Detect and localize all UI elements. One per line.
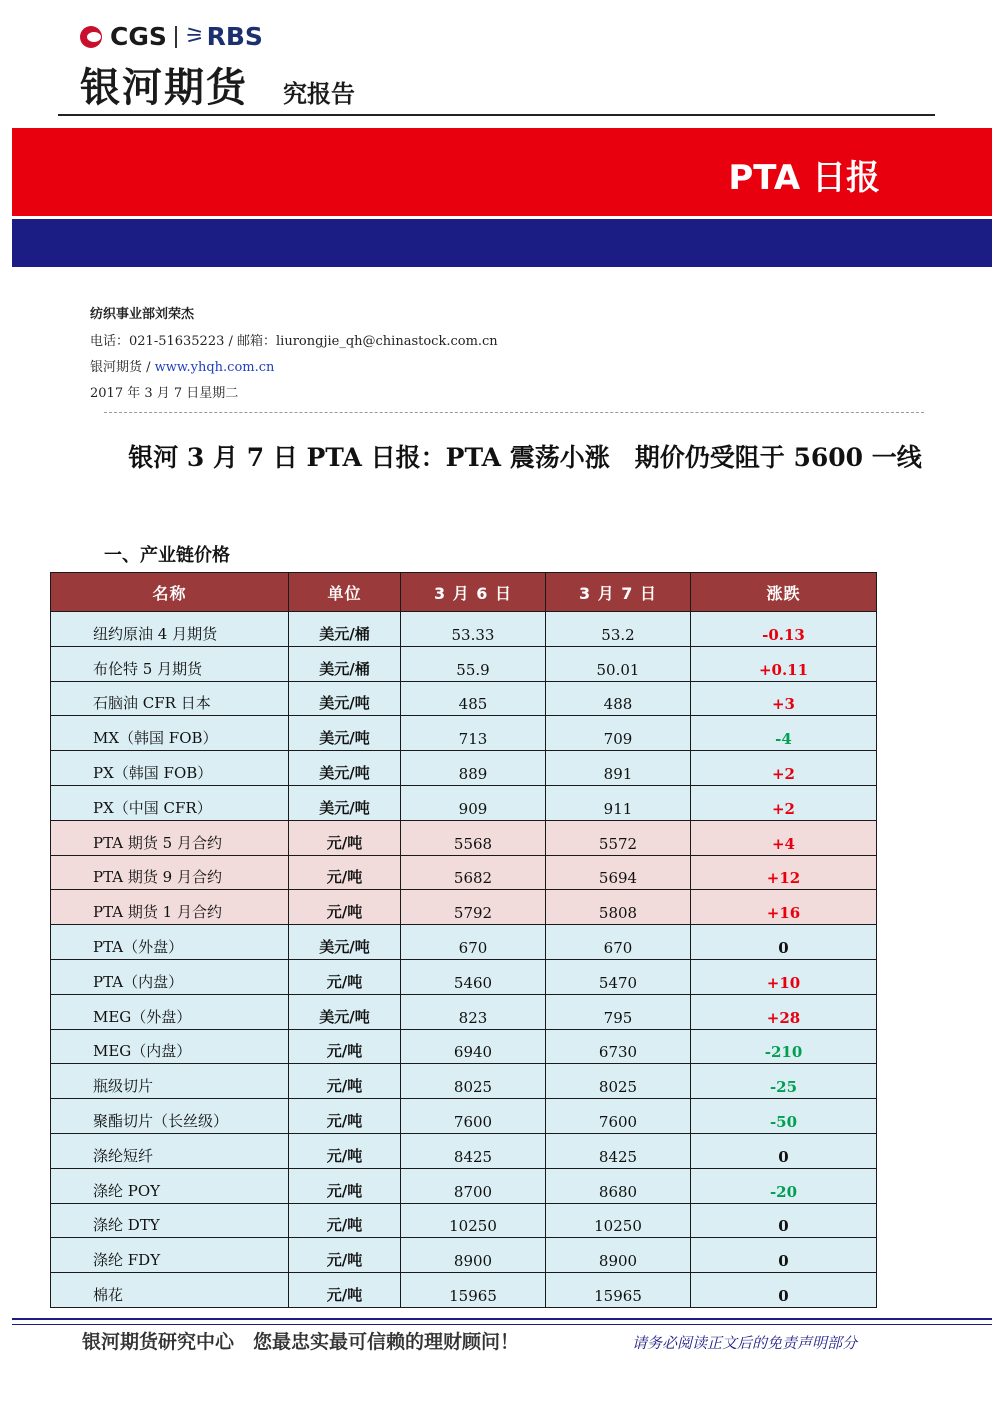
cell-mar7: 50.01: [546, 646, 691, 681]
cell-name: MEG（外盘）: [51, 994, 289, 1029]
cell-mar6: 823: [401, 994, 546, 1029]
cell-name: PTA 期货 5 月合约: [51, 820, 289, 855]
cell-mar7: 5470: [546, 959, 691, 994]
table-row: [51, 1203, 877, 1238]
cell-change: -0.13: [691, 612, 877, 647]
cell-mar7: 891: [546, 751, 691, 786]
table-header-row: [51, 573, 877, 612]
cell-mar7: 53.2: [546, 612, 691, 647]
table-row: [51, 855, 877, 890]
cell-unit: 元/吨: [289, 1133, 401, 1168]
logo-divider: [175, 26, 177, 48]
cell-change: +10: [691, 959, 877, 994]
logo-rbs-text: RBS: [206, 22, 263, 51]
cell-change: 0: [691, 1273, 877, 1308]
cell-name: 涤纶短纤: [51, 1133, 289, 1168]
cell-mar7: 5572: [546, 820, 691, 855]
cell-name: MEG（内盘）: [51, 1029, 289, 1064]
cell-mar7: 8680: [546, 1168, 691, 1203]
footer-slogan: 银河期货研究中心 您最忠实最可信赖的理财顾问！: [82, 1331, 520, 1353]
cell-mar7: 8025: [546, 1064, 691, 1099]
cell-unit: 美元/吨: [289, 994, 401, 1029]
logo-cgs-text: CGS: [110, 22, 167, 51]
cell-unit: 元/吨: [289, 1029, 401, 1064]
cell-unit: 元/吨: [289, 890, 401, 925]
cell-unit: 元/吨: [289, 1203, 401, 1238]
cell-mar7: 5694: [546, 855, 691, 890]
cell-change: +4: [691, 820, 877, 855]
cell-change: 0: [691, 1133, 877, 1168]
website-prefix: 银河期货 /: [90, 360, 155, 375]
cell-mar6: 10250: [401, 1203, 546, 1238]
table-row: [51, 1238, 877, 1273]
cell-unit: 美元/吨: [289, 716, 401, 751]
cell-change: 0: [691, 1238, 877, 1273]
cell-change: +2: [691, 785, 877, 820]
cell-unit: 美元/吨: [289, 751, 401, 786]
cell-unit: 元/吨: [289, 1273, 401, 1308]
cell-change: +12: [691, 855, 877, 890]
cell-mar6: 909: [401, 785, 546, 820]
footer-disclaimer: 请务必阅读正文后的免责声明部分: [632, 1334, 858, 1352]
cell-mar6: 5568: [401, 820, 546, 855]
website-link[interactable]: www.yhqh.com.cn: [154, 360, 275, 375]
cell-mar6: 670: [401, 925, 546, 960]
table-row: [51, 820, 877, 855]
cell-name: 石脑油 CFR 日本: [51, 681, 289, 716]
table-row: [51, 1029, 877, 1064]
brand-subtitle: 究报告: [283, 80, 355, 108]
author-dept: 纺织事业部刘荣杰: [90, 307, 195, 322]
cell-mar6: 53.33: [401, 612, 546, 647]
dashed-divider: [104, 412, 924, 413]
cell-name: 棉花: [51, 1273, 289, 1308]
website-line: [90, 356, 274, 375]
table-row: [51, 646, 877, 681]
report-date: 2017 年 3 月 7 日星期二: [90, 386, 239, 401]
cell-mar7: 7600: [546, 1099, 691, 1134]
table-row: [51, 890, 877, 925]
cell-unit: 元/吨: [289, 1099, 401, 1134]
cell-mar6: 55.9: [401, 646, 546, 681]
cell-name: 布伦特 5 月期货: [51, 646, 289, 681]
cell-change: -4: [691, 716, 877, 751]
cell-name: 纽约原油 4 月期货: [51, 612, 289, 647]
cell-change: 0: [691, 1203, 877, 1238]
cell-name: PX（韩国 FOB）: [51, 751, 289, 786]
table-row: [51, 994, 877, 1029]
cell-unit: 元/吨: [289, 855, 401, 890]
cell-change: +16: [691, 890, 877, 925]
cell-name: 聚酯切片（长丝级）: [51, 1099, 289, 1134]
table-row: [51, 785, 877, 820]
table-row: [51, 751, 877, 786]
table-row: [51, 1133, 877, 1168]
table-row: [51, 1064, 877, 1099]
cell-name: PTA（外盘）: [51, 925, 289, 960]
col-header-date1: 3 月 6 日: [401, 573, 546, 612]
table-row: [51, 925, 877, 960]
cell-unit: 美元/吨: [289, 925, 401, 960]
cgs-logo-icon: [80, 24, 106, 50]
cell-mar6: 485: [401, 681, 546, 716]
table-row: [51, 681, 877, 716]
cell-name: 涤纶 POY: [51, 1168, 289, 1203]
table-body: [51, 612, 877, 1308]
cell-mar7: 488: [546, 681, 691, 716]
col-header-unit: 单位: [289, 573, 401, 612]
cell-change: +3: [691, 681, 877, 716]
col-header-name: 名称: [51, 573, 289, 612]
cell-mar7: 5808: [546, 890, 691, 925]
cell-mar6: 8425: [401, 1133, 546, 1168]
cell-change: -25: [691, 1064, 877, 1099]
cell-unit: 元/吨: [289, 820, 401, 855]
cell-mar7: 10250: [546, 1203, 691, 1238]
cell-mar7: 8425: [546, 1133, 691, 1168]
cell-mar6: 15965: [401, 1273, 546, 1308]
cell-name: 涤纶 FDY: [51, 1238, 289, 1273]
cell-name: PTA 期货 9 月合约: [51, 855, 289, 890]
cell-mar7: 15965: [546, 1273, 691, 1308]
cell-change: -210: [691, 1029, 877, 1064]
cell-unit: 美元/桶: [289, 646, 401, 681]
col-header-change: 涨跌: [691, 573, 877, 612]
table-row: [51, 716, 877, 751]
cell-unit: 元/吨: [289, 1064, 401, 1099]
cell-unit: 美元/桶: [289, 612, 401, 647]
cell-change: +28: [691, 994, 877, 1029]
cell-mar6: 6940: [401, 1029, 546, 1064]
cell-mar7: 6730: [546, 1029, 691, 1064]
cell-mar6: 8025: [401, 1064, 546, 1099]
section-title: 一、产业链价格: [104, 545, 230, 566]
table-row: [51, 1168, 877, 1203]
cell-mar6: 8900: [401, 1238, 546, 1273]
cell-mar7: 670: [546, 925, 691, 960]
cell-unit: 美元/吨: [289, 785, 401, 820]
col-header-date2: 3 月 7 日: [546, 573, 691, 612]
cgs-rbs-logo: [80, 22, 263, 51]
rbs-logo-icon: ⚞: [184, 24, 205, 49]
contact-line: 电话：021-51635223 / 邮箱：liurongjie_qh@chinastock.com.cn: [90, 334, 498, 349]
cell-mar6: 889: [401, 751, 546, 786]
table-row: [51, 612, 877, 647]
footer-rule: [12, 1318, 992, 1320]
cell-mar7: 709: [546, 716, 691, 751]
footer-rule-thin: [12, 1324, 992, 1325]
cell-mar6: 5460: [401, 959, 546, 994]
cell-mar6: 5792: [401, 890, 546, 925]
cell-mar6: 7600: [401, 1099, 546, 1134]
table-row: [51, 1099, 877, 1134]
headline: 银河 3 月 7 日 PTA 日报：PTA 震荡小涨 期价仍受阻于 5600 一线: [128, 443, 922, 472]
cell-mar6: 5682: [401, 855, 546, 890]
cell-name: 瓶级切片: [51, 1064, 289, 1099]
cell-change: +2: [691, 751, 877, 786]
cell-name: MX（韩国 FOB）: [51, 716, 289, 751]
cell-mar7: 795: [546, 994, 691, 1029]
table-row: [51, 1273, 877, 1308]
cell-mar7: 911: [546, 785, 691, 820]
cell-change: +0.11: [691, 646, 877, 681]
report-title: PTA 日报: [728, 158, 880, 198]
cell-name: PTA（内盘）: [51, 959, 289, 994]
brand-name: 银河期货: [80, 65, 248, 111]
cell-change: -20: [691, 1168, 877, 1203]
cell-unit: 元/吨: [289, 959, 401, 994]
cell-mar7: 8900: [546, 1238, 691, 1273]
cell-change: -50: [691, 1099, 877, 1134]
cell-name: PX（中国 CFR）: [51, 785, 289, 820]
header-rule: [58, 114, 935, 116]
cell-change: 0: [691, 925, 877, 960]
cell-mar6: 713: [401, 716, 546, 751]
cell-unit: 元/吨: [289, 1238, 401, 1273]
cell-unit: 美元/吨: [289, 681, 401, 716]
title-banner: [12, 128, 992, 216]
cell-name: PTA 期货 1 月合约: [51, 890, 289, 925]
cell-unit: 元/吨: [289, 1168, 401, 1203]
price-table: [50, 572, 877, 1308]
banner-stripe: [12, 219, 992, 267]
cell-mar6: 8700: [401, 1168, 546, 1203]
table-row: [51, 959, 877, 994]
cell-name: 涤纶 DTY: [51, 1203, 289, 1238]
